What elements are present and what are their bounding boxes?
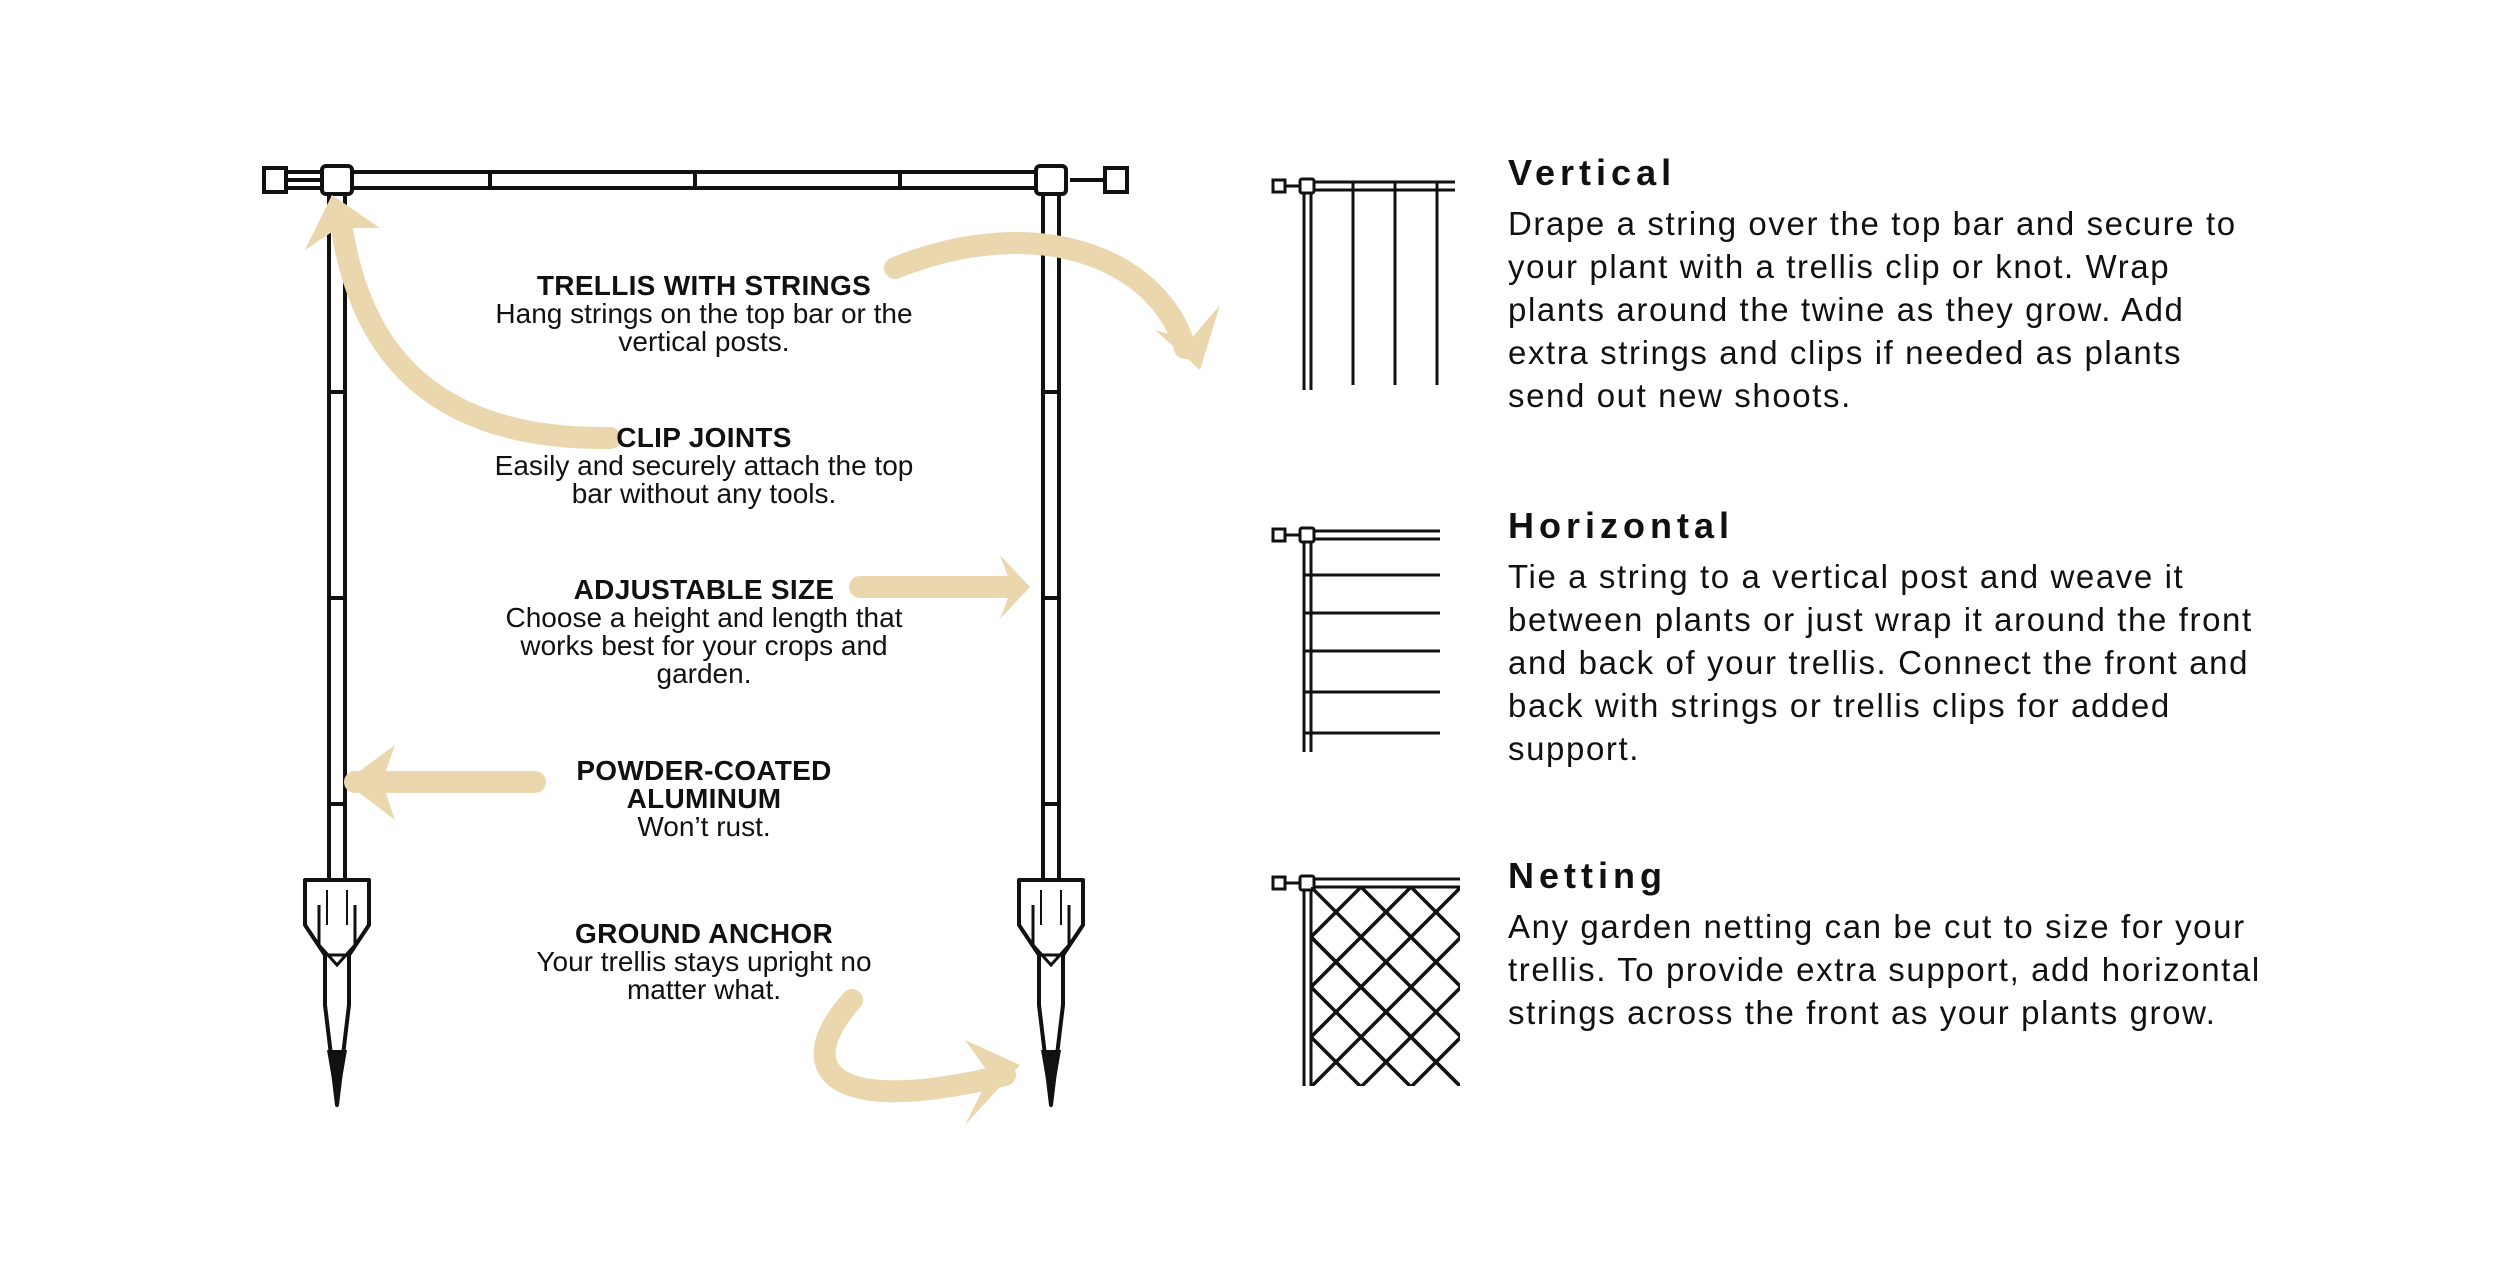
method-description: Any garden netting can be cut to size for your trellis. To provide extra support, add horizontal strings across the front as your plants grow.	[1508, 908, 2261, 1031]
ground-anchor-left	[305, 880, 369, 1108]
callout-description: Choose a height and length that works best for your crops and garden.	[505, 602, 903, 689]
callout-description: Hang strings on the top bar or the vertical posts.	[495, 298, 913, 357]
callout-trellis-with-strings	[444, 272, 964, 356]
method-title: Netting	[1508, 855, 1667, 896]
top-bar	[264, 168, 1127, 192]
method-netting	[1508, 855, 2268, 1034]
callout-powder-coated-aluminum	[444, 757, 964, 841]
callout-title: ADJUSTABLE SIZE	[573, 574, 835, 605]
vertical-strings-icon	[1273, 179, 1455, 390]
callout-description: Easily and securely attach the top bar without any tools.	[494, 450, 914, 509]
ground-anchor-right	[1019, 880, 1083, 1108]
callout-title: GROUND ANCHOR	[575, 918, 833, 949]
callout-description: Your trellis stays upright no matter what.	[536, 946, 872, 1005]
method-horizontal	[1508, 505, 2268, 770]
method-title: Horizontal	[1508, 505, 1734, 546]
right-post	[1043, 190, 1059, 930]
method-vertical	[1508, 152, 2268, 417]
arrow-to-right-anchor	[825, 1000, 1005, 1091]
callout-clip-joints	[444, 424, 964, 508]
horizontal-strings-icon	[1273, 528, 1440, 752]
callout-title: TRELLIS WITH STRINGS	[536, 270, 872, 301]
clip-joint-right	[1036, 166, 1066, 194]
callout-title: CLIP JOINTS	[616, 422, 792, 453]
left-post	[329, 190, 345, 930]
callout-adjustable-size	[444, 576, 964, 688]
callout-title: POWDER-COATED ALUMINUM	[576, 755, 832, 814]
callout-ground-anchor	[444, 920, 964, 1004]
method-title: Vertical	[1508, 152, 1677, 193]
method-description: Drape a string over the top bar and secure to your plant with a trellis clip or knot. Wrap plants around the twine as they grow. Add extra strings and clips if needed as plants send out new shoots.	[1508, 205, 2237, 414]
method-description: Tie a string to a vertical post and weave it between plants or just wrap it around the front and back of your trellis. Connect the front and back with strings or trellis clips for added support.	[1508, 558, 2253, 767]
clip-joint-left	[322, 166, 352, 194]
callout-description: Won’t rust.	[637, 811, 771, 842]
